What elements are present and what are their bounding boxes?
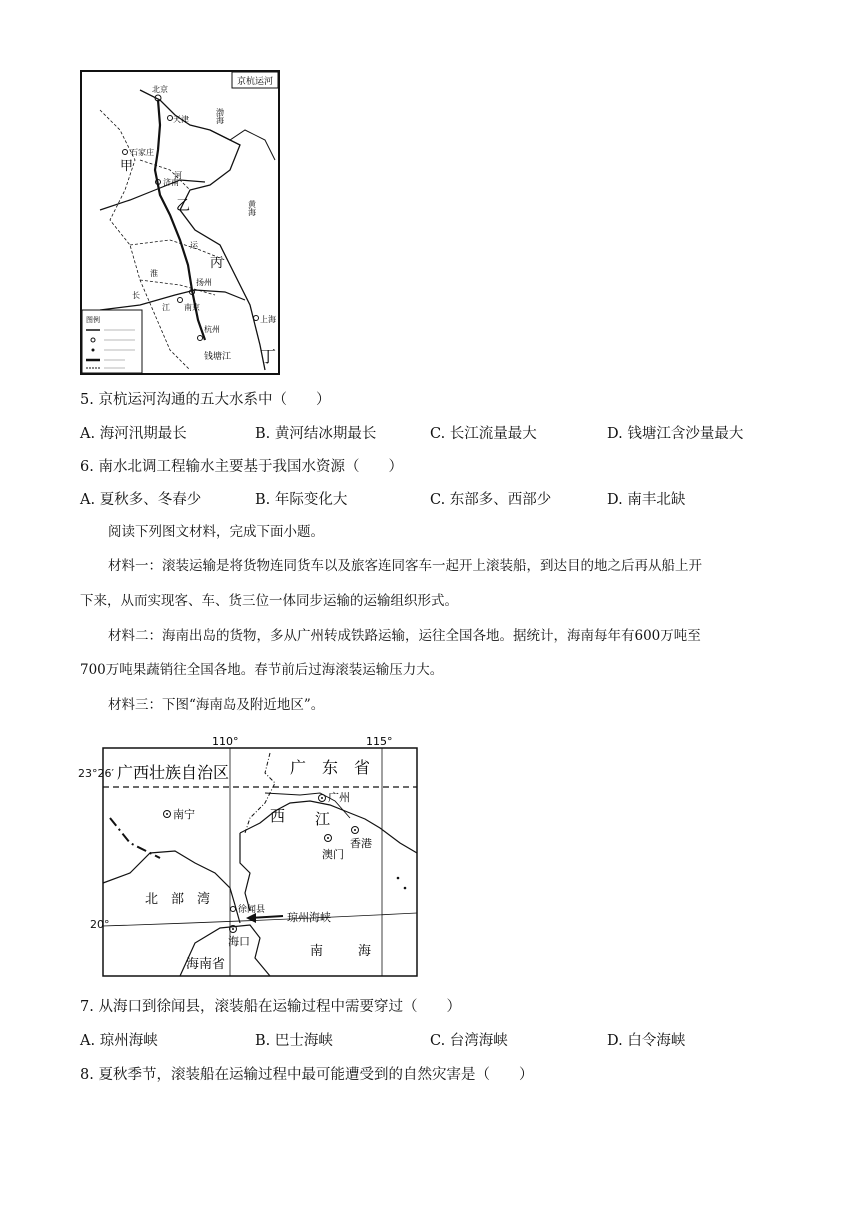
- question-7-stem: 7. 从海口到徐闻县，滚装船在运输过程中需要穿过（ ）: [80, 999, 461, 1015]
- map2-xi: 西: [270, 807, 286, 825]
- map2-lat-20: 20°: [90, 918, 110, 931]
- q6-option-a: A. 夏秋多、冬春少: [80, 492, 202, 508]
- map1-shanghai: 上海: [260, 315, 276, 324]
- map1-yi: 乙: [176, 198, 190, 214]
- map1-huanghai: 黄海: [247, 200, 257, 216]
- q5-option-b: B. 黄河结冰期最长: [255, 426, 377, 442]
- hainan-map: [100, 733, 420, 978]
- map2-guangzhou: 广州: [328, 791, 350, 804]
- map2-lon-115: 115°: [366, 735, 393, 748]
- q7-option-c: C. 台湾海峡: [430, 1033, 508, 1049]
- map1-ding: 丁: [260, 347, 277, 366]
- question-5-stem: 5. 京杭运河沟通的五大水系中（ ）: [80, 392, 331, 408]
- q6-option-d: D. 南丰北缺: [607, 492, 686, 508]
- map2-xuwenxian: 徐闻县: [238, 905, 266, 915]
- grand-canal-map: [80, 70, 280, 375]
- map2-haikou: 海口: [228, 935, 250, 948]
- map2-nan: 南: [310, 944, 324, 959]
- map1-huai: 淮: [150, 269, 158, 278]
- map2-nanning: 南宁: [173, 808, 195, 821]
- q5-option-c: C. 长江流量最大: [430, 426, 537, 442]
- q5-option-d: D. 钱塘江含沙量最大: [607, 426, 744, 442]
- map1-qiantangjiang: 钱塘江: [204, 352, 232, 362]
- map2-guangxi: 广西壮族自治区: [117, 763, 230, 782]
- map1-jiang: 江: [162, 303, 170, 312]
- map1-chang: 长: [132, 291, 140, 300]
- q7-option-b: B. 巴士海峡: [255, 1033, 333, 1049]
- map2-lon-110: 110°: [212, 735, 239, 748]
- map1-bohai: 渤海: [215, 108, 225, 124]
- intro-text: 阅读下列图文材料，完成下面小题。: [108, 524, 324, 540]
- material-1-line-2: 下来，从而实现客、车、货三位一体同步运输的运输组织形式。: [80, 593, 458, 609]
- material-1-line-1: 材料一：滚装运输是将货物连同货车以及旅客连同客车一起开上滚装船，到达目的地之后再从船上开: [108, 558, 702, 574]
- map1-he: 河: [174, 171, 182, 180]
- material-3: 材料三：下图“海南岛及附近地区”。: [108, 697, 325, 713]
- map2-lat-2326: 23°26′: [78, 767, 114, 780]
- map2-aomen: 澳门: [322, 848, 344, 861]
- q5-option-a: A. 海河汛期最长: [80, 426, 187, 442]
- map2-jiang: 江: [315, 810, 331, 828]
- q7-option-a: A. 琼州海峡: [80, 1033, 158, 1049]
- material-2-line-2: 700万吨果蔬销往全国各地。春节前后过海滚装运输压力大。: [80, 662, 444, 678]
- map1-yangzhou: 扬州: [196, 278, 212, 287]
- q6-option-b: B. 年际变化大: [255, 492, 348, 508]
- map1-beijing: 北京: [152, 85, 168, 94]
- map1-hangzhou: 杭州: [204, 325, 220, 334]
- question-8-stem: 8. 夏秋季节，滚装船在运输过程中最可能遭受到的自然灾害是（ ）: [80, 1067, 534, 1083]
- map1-bing: 丙: [210, 256, 224, 271]
- map2-xianggang: 香港: [350, 837, 372, 850]
- question-6-stem: 6. 南水北调工程输水主要基于我国水资源（ ）: [80, 459, 403, 475]
- map1-title: 京杭运河: [236, 77, 274, 87]
- map1-tianjin: 天津: [173, 115, 189, 124]
- map2-beibuwan: 北 部 湾: [145, 892, 211, 907]
- map1-jinan: 济南: [163, 178, 179, 187]
- map2-qiongzhou: 琼州海峡: [287, 911, 331, 924]
- material-2-line-1: 材料二：海南出岛的货物，多从广州转成铁路运输，运往全国各地。据统计，海南每年有600万吨至: [108, 628, 701, 644]
- map2-hai: 海: [358, 944, 372, 959]
- q6-option-c: C. 东部多、西部少: [430, 492, 552, 508]
- map2-guangdong: 广 东 省: [290, 758, 371, 777]
- map1-yun: 运: [190, 241, 198, 250]
- map1-shijiazhuang: 石家庄: [130, 148, 154, 157]
- q7-option-d: D. 白令海峡: [607, 1033, 686, 1049]
- map1-legend-title: 图例: [86, 316, 100, 324]
- map1-nanjing: 南京: [184, 303, 200, 312]
- map1-jia: 甲: [120, 159, 134, 174]
- map2-hainan: 海南省: [186, 957, 226, 972]
